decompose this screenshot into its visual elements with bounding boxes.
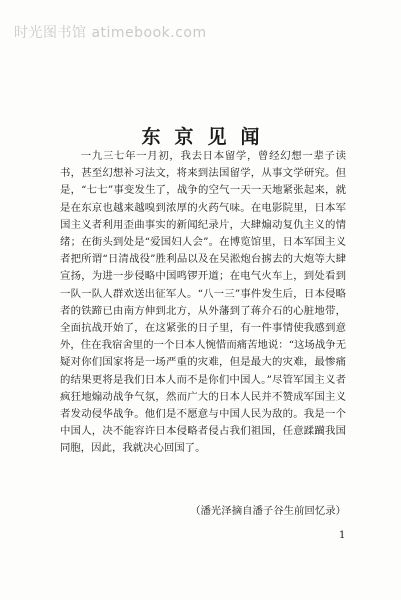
page-number: 1 xyxy=(339,530,346,541)
watermark: 时光图书馆 atimebook.com xyxy=(14,25,207,41)
body-text xyxy=(60,148,346,458)
paragraph: 一九三七年一月初，我去日本留学，曾经幻想一辈子读书，甚至幻想补习法文，将来到法国留学，从事文学研究。但是，“七七”事变发生了，战争的空气一天一天地紧张起来，就是在东京也越来越嗅到浓厚的火药气味。在电影院里，日本军国主义者利用歪曲事实的新闻纪录片，大肆煽动复仇主义的情绪；在街头到处是“爱国妇人会”。在博览馆里，日本军国主义者把所谓“日清战役”胜利品以及在吴淞炮台掳去的大炮等大肆宣扬，为进一步侵略中国鸣锣开道；在电气火车上，到处看到一队一队人群欢送出征军人。“八一三”事件发生后，日本侵略者的铁蹄已由南方伸到北方，从外藩到了蒋介石的心脏地带，全面抗战开始了，在这紧张的日子里，有一件事情使我感到意外，住在我宿舍里的一个日本人惋惜而痛苦地说：“这场战争无疑对你们国家将是一场严重的灾难，但是最大的灾难，最惨痛的结果更将是我们日本人而不是你们中国人。”尽管军国主义者疯狂地煽动战争气氛，然而广大的日本人民并不赞成军国主义者发动侵华战争。他们是不愿意与中国人民为敌的。我是一个中国人，决不能容许日本侵略者侵占我们祖国，任意蹂躏我国同胞，因此，我就决心回国了。 xyxy=(60,150,346,455)
source-note: （潘光泽摘自潘子谷生前回忆录） xyxy=(190,505,346,517)
page-title: 东京见闻 xyxy=(141,126,274,148)
